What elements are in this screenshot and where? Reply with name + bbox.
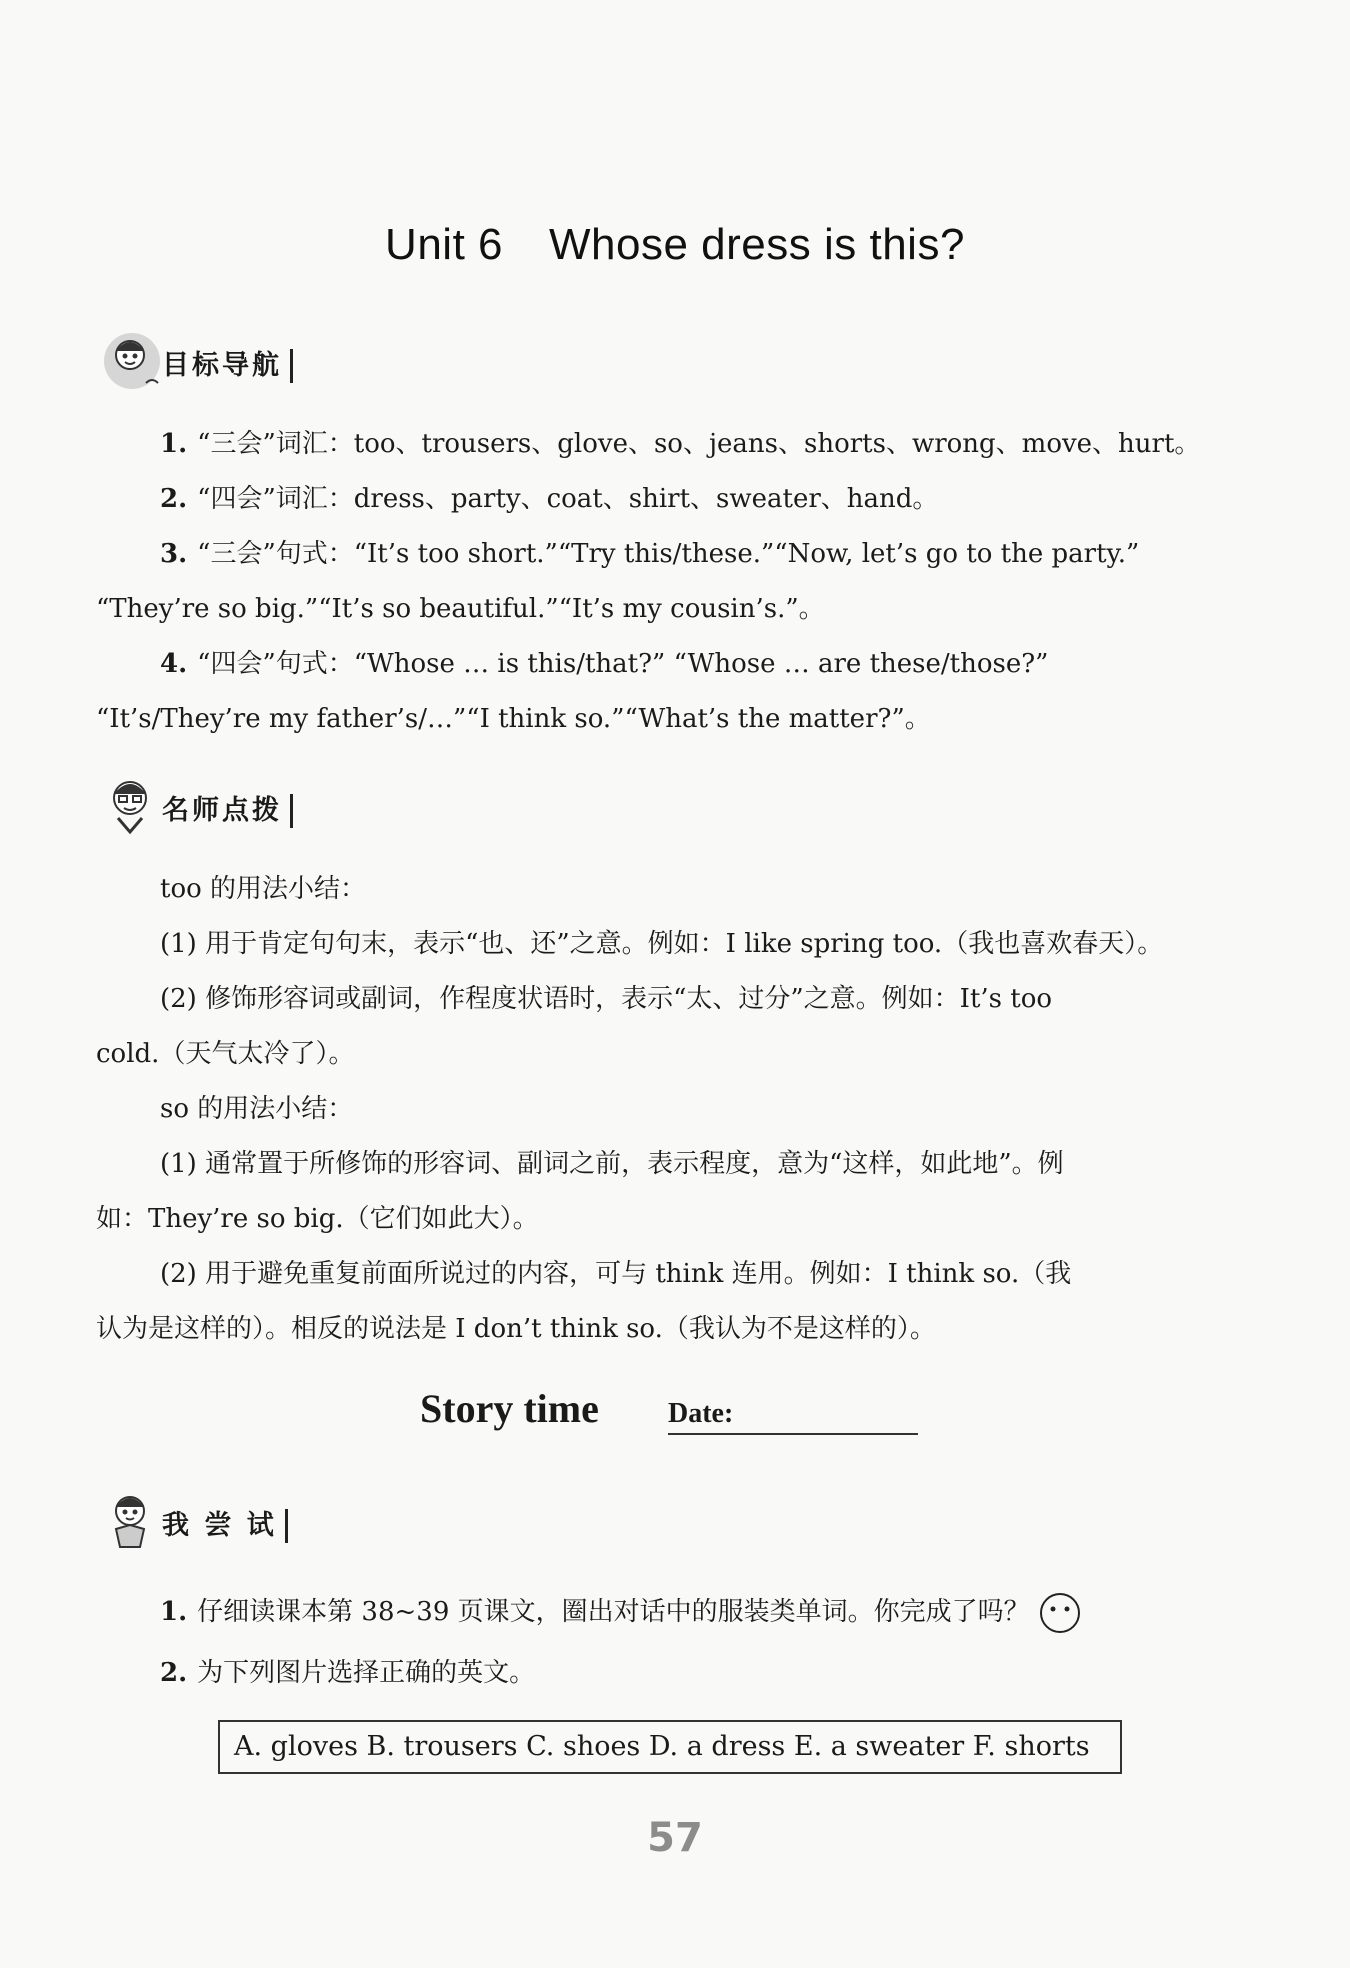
try-item: 1. 仔细读课本第 38~39 页课文，圈出对话中的服装类单词。你完成了吗？ [96, 1585, 1246, 1640]
tip-line: (2) 修饰形容词或副词，作程度状语时，表示“太、过分”之意。例如：It’s too [160, 984, 1053, 1014]
answer-options-box: A. gloves B. trousers C. shoes D. a dress E. a sweater F. shorts [218, 1720, 1122, 1774]
tip-line: too 的用法小结： [160, 874, 367, 904]
tip-line: (1) 用于肯定句句末，表示“也、还”之意。例如：I like spring too.（我也喜欢春天）。 [160, 929, 1164, 959]
tips-text [96, 862, 1246, 1357]
tip-line: (2) 用于避免重复前面所说过的内容，可与 think 连用。例如：I think so.（我 [160, 1259, 1072, 1289]
date-label: Date: [668, 1398, 734, 1429]
tip-line: cold.（天气太冷了）。 [96, 1039, 355, 1069]
teacher-mascot-icon [96, 770, 168, 842]
goals-list [96, 417, 1246, 747]
girl-mascot-icon [96, 325, 168, 397]
story-time-heading: Story time [420, 1386, 599, 1431]
goal-item: 1. “三会”词汇：too、trousers、glove、so、jeans、shorts、wrong、move、hurt。 [160, 429, 1201, 459]
girl-mascot-icon [96, 1485, 168, 1557]
tip-line: (1) 通常置于所修饰的形容词、副词之前，表示程度，意为“这样，如此地”。例 [160, 1149, 1064, 1179]
unit-label: Unit 6 [385, 220, 503, 269]
date-input-line[interactable] [668, 1433, 918, 1435]
goal-item-continued: “It’s/They’re my father’s/…”“I think so.”“What’s the matter?”。 [96, 704, 931, 734]
section-try-title: 我 尝 试 [162, 1509, 288, 1543]
tip-line: 认为是这样的）。相反的说法是 I don’t think so.（我认为不是这样的）。 [96, 1314, 936, 1344]
goal-item: 2. “四会”词汇：dress、party、coat、shirt、sweater、hand。 [160, 484, 939, 514]
goal-item-continued: “They’re so big.”“It’s so beautiful.”“It’s my cousin’s.”。 [96, 594, 825, 624]
try-item: 2. 为下列图片选择正确的英文。 [160, 1658, 536, 1688]
unit-name: Whose dress is this? [549, 220, 965, 269]
page-number: 57 [647, 1815, 703, 1861]
goal-item: 3. “三会”句式：“It’s too short.”“Try this/these.”“Now, let’s go to the party.” [160, 539, 1140, 569]
section-goals-title: 目标导航 [162, 349, 293, 383]
goal-item: 4. “四会”句式：“Whose … is this/that?” “Whose … are these/those?” [160, 649, 1049, 679]
tip-line: so 的用法小结： [160, 1094, 354, 1124]
tip-line: 如：They’re so big.（它们如此大）。 [96, 1204, 539, 1234]
smiley-face-icon[interactable] [1038, 1591, 1082, 1635]
section-tips-title: 名师点拨 [162, 794, 293, 828]
try-list [96, 1585, 1246, 1701]
page-title [0, 220, 1350, 270]
